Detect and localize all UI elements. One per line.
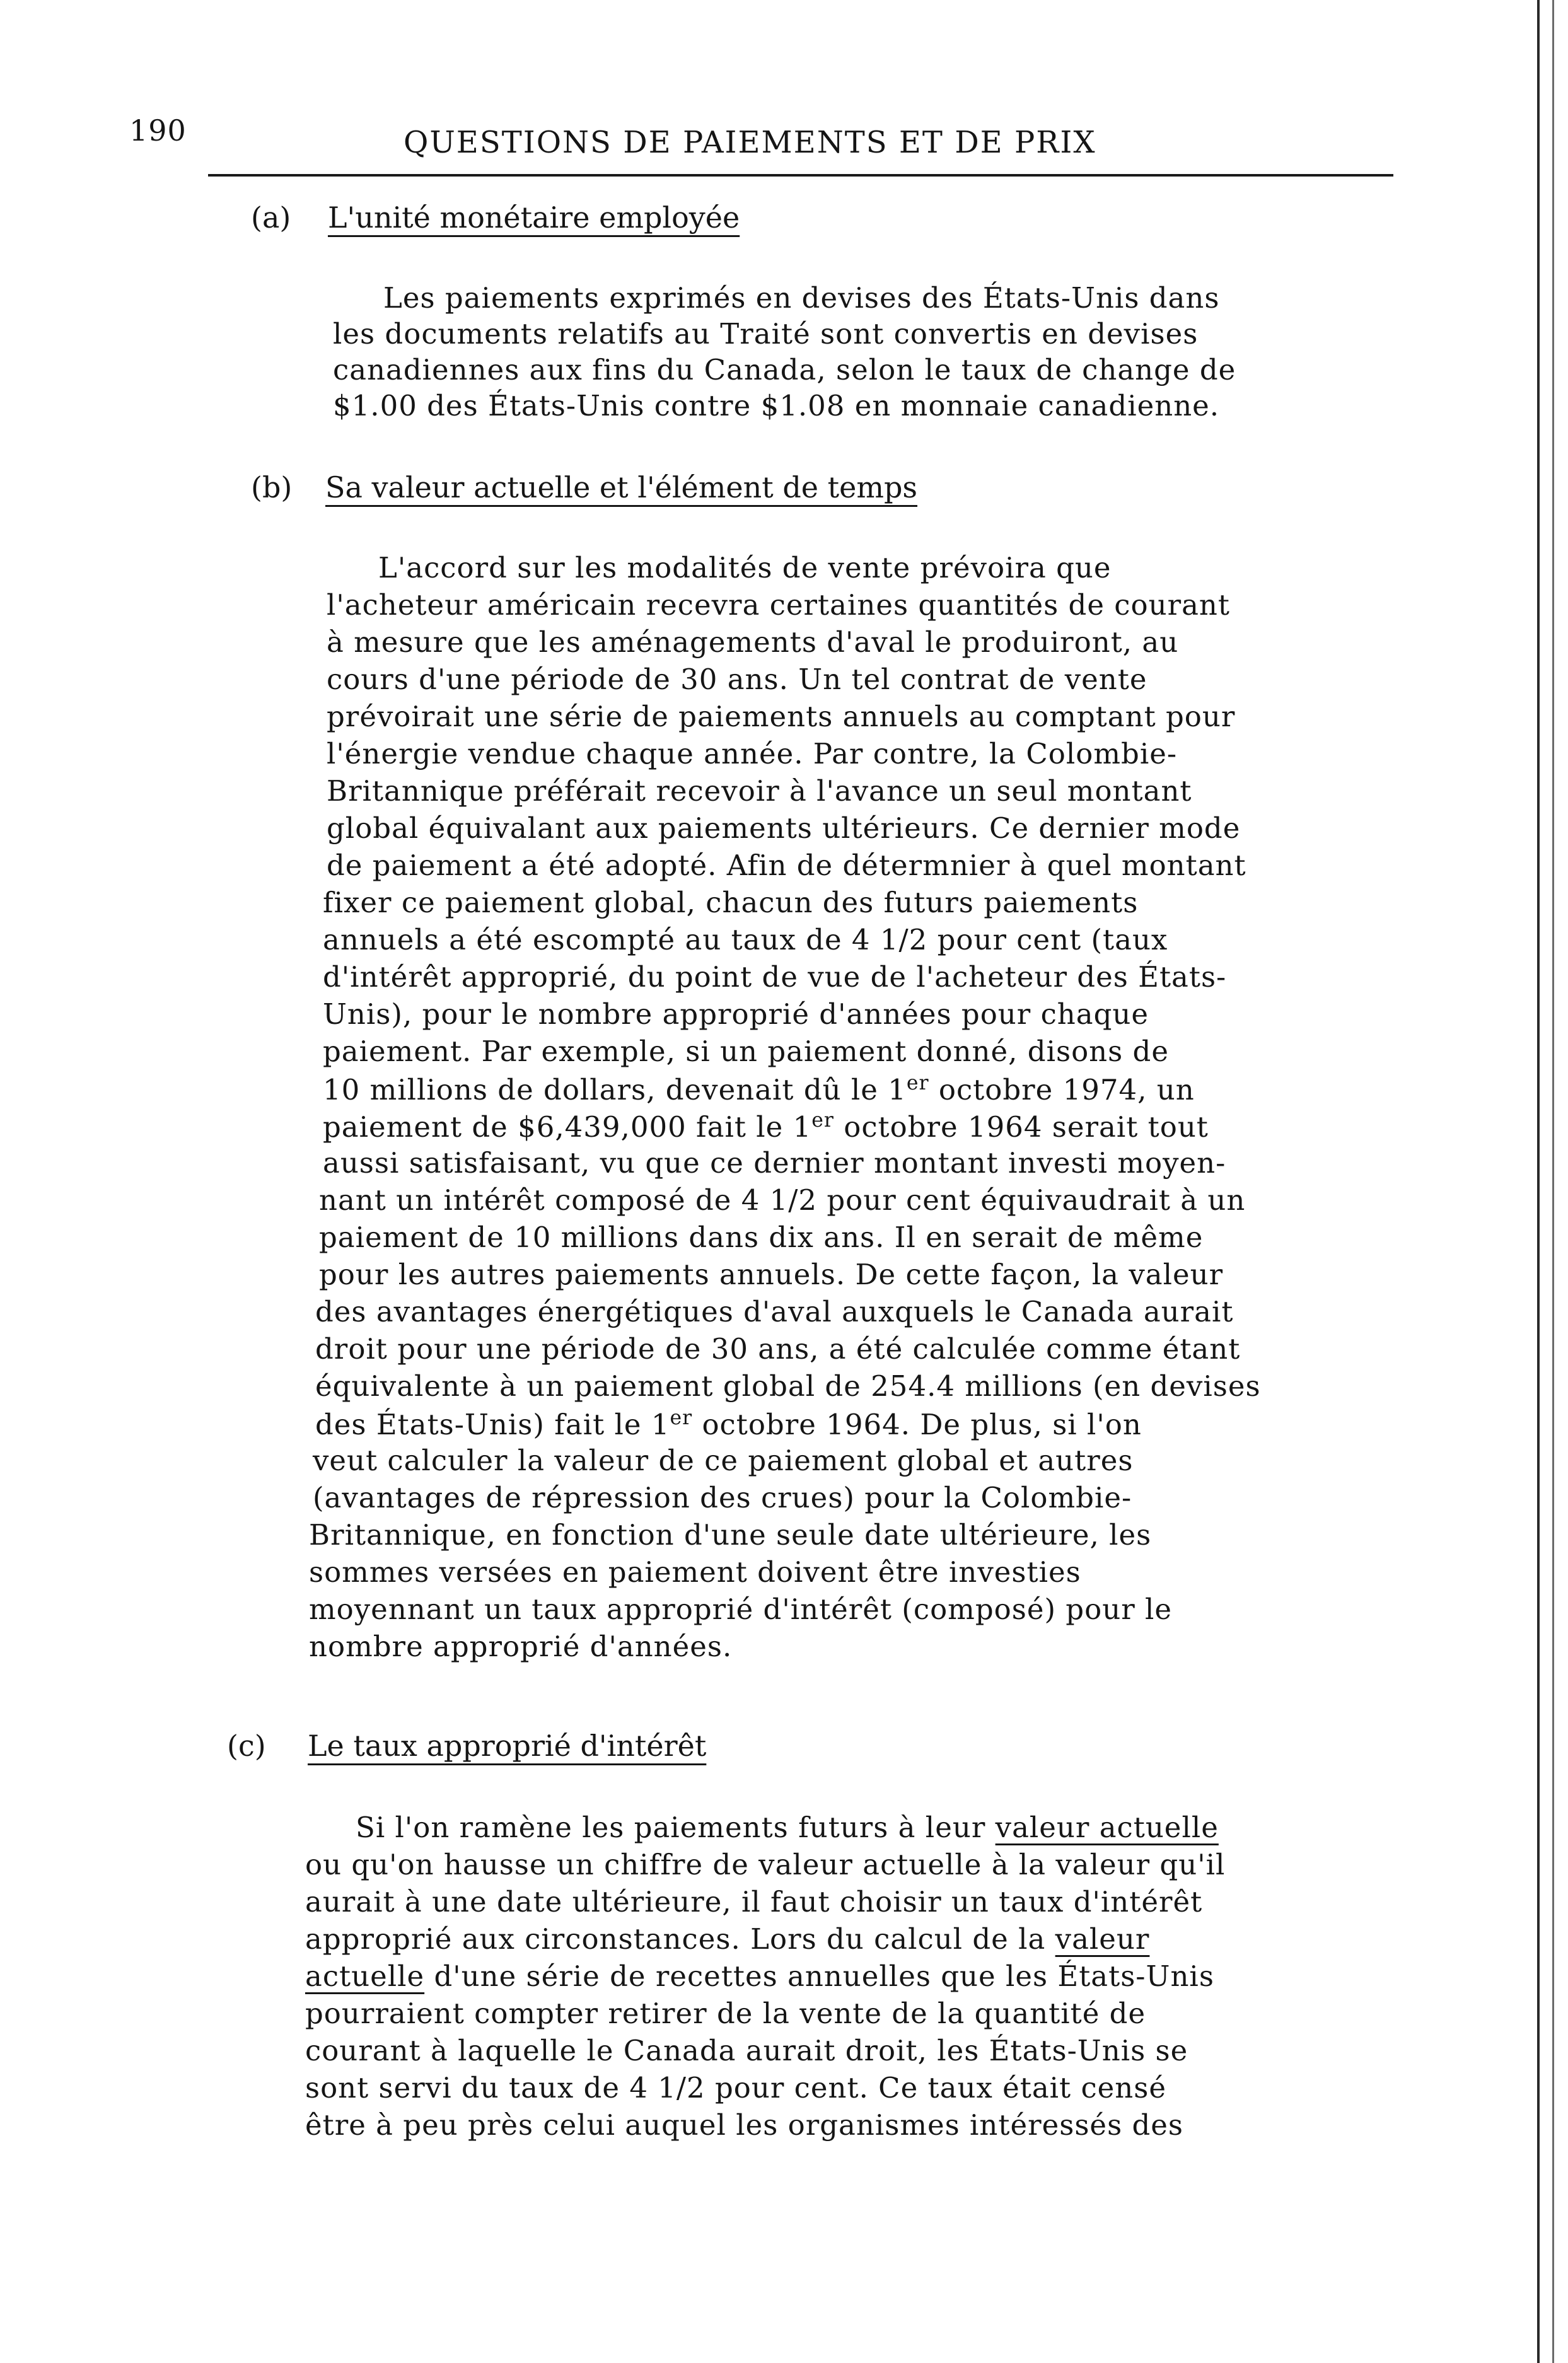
running-title: QUESTIONS DE PAIEMENTS ET DE PRIX [404,125,1096,160]
text-line: droit pour une période de 30 ans, a été calculée comme étant [315,1332,1241,1366]
section-c-letter: (c) [227,1729,266,1763]
text-line: 10 millions de dollars, devenait dû le 1er octobre 1974, un [323,1072,1195,1106]
text-line: actuelle d'une série de recettes annuelles que les États-Unis [305,1959,1214,1993]
text-line: prévoirait une série de paiements annuels au comptant pour [327,700,1236,733]
binding-edge [1537,0,1540,2363]
text-line: annuels a été escompté au taux de 4 1/2 pour cent (taux [323,923,1168,956]
text-line: aurait à une date ultérieure, il faut choisir un taux d'intérêt [305,1885,1203,1919]
text-line: approprié aux circonstances. Lors du calcul de la valeur [305,1922,1150,1956]
text-line: l'acheteur américain recevra certaines quantités de courant [327,588,1230,622]
text-line: ou qu'on hausse un chiffre de valeur actuelle à la valeur qu'il [305,1848,1226,1881]
section-a-letter: (a) [251,200,291,235]
text-line: l'énergie vendue chaque année. Par contre, la Colombie- [327,737,1178,770]
page-number: 190 [129,113,187,148]
text-line: équivalente à un paiement global de 254.4 millions (en devises [315,1369,1261,1403]
text-line: paiement. Par exemple, si un paiement donné, disons de [323,1035,1169,1068]
text-line: Britannique, en fonction d'une seule date ultérieure, les [309,1518,1152,1552]
text-line: des avantages énergétiques d'aval auxquels le Canada aurait [315,1295,1234,1328]
text-line: sommes versées en paiement doivent être investies [309,1555,1081,1589]
text-line: être à peu près celui auquel les organismes intéressés des [305,2108,1183,2142]
text-line: paiement de $6,439,000 fait le 1er octobre 1964 serait tout [323,1109,1209,1144]
text-line: Britannique préférait recevoir à l'avance un seul montant [327,774,1192,808]
text-line: veut calculer la valeur de ce paiement global et autres [313,1444,1134,1477]
text-line: L'accord sur les modalités de vente prévoira que [378,551,1112,584]
text-line: canadiennes aux fins du Canada, selon le taux de change de [333,353,1236,386]
section-b-letter: (b) [251,470,293,504]
text-line: (avantages de répression des crues) pour la Colombie- [313,1481,1132,1514]
text-line: sont servi du taux de 4 1/2 pour cent. Ce taux était censé [305,2071,1166,2105]
text-line: d'intérêt approprié, du point de vue de l'acheteur des États- [323,960,1227,994]
text-line: les documents relatifs au Traité sont convertis en devises [333,317,1199,351]
binding-edge-shadow [1552,0,1554,2363]
text-line: de paiement a été adopté. Afin de détermnier à quel montant [327,849,1246,882]
text-line: fixer ce paiement global, chacun des futurs paiements [323,886,1139,919]
text-line: Unis), pour le nombre approprié d'années pour chaque [323,997,1149,1031]
text-line: nant un intérêt composé de 4 1/2 pour cent équivaudrait à un [319,1183,1246,1217]
section-b-heading: Sa valeur actuelle et l'élément de temps [325,470,918,504]
text-line: cours d'une période de 30 ans. Un tel contrat de vente [327,663,1147,696]
section-c-heading: Le taux approprié d'intérêt [308,1729,707,1763]
text-line: Si l'on ramène les paiements futurs à leur valeur actuelle [356,1811,1219,1844]
text-line: $1.00 des États-Unis contre $1.08 en monnaie canadienne. [333,389,1220,422]
text-line: nombre approprié d'années. [309,1630,733,1663]
text-line: moyennant un taux approprié d'intérêt (composé) pour le [309,1593,1173,1626]
text-line: aussi satisfaisant, vu que ce dernier montant investi moyen- [323,1146,1226,1180]
text-line: pour les autres paiements annuels. De cette façon, la valeur [319,1258,1224,1291]
header-rule [208,174,1393,177]
text-line: des États-Unis) fait le 1er octobre 1964. De plus, si l'on [315,1407,1142,1441]
text-line: courant à laquelle le Canada aurait droit, les États-Unis se [305,2034,1188,2067]
text-line: Les paiements exprimés en devises des États-Unis dans [383,281,1220,315]
text-line: global équivalant aux paiements ultérieurs. Ce dernier mode [327,811,1241,845]
text-line: à mesure que les aménagements d'aval le produiront, au [327,625,1179,659]
text-line: paiement de 10 millions dans dix ans. Il en serait de même [319,1221,1204,1254]
text-line: pourraient compter retirer de la vente de la quantité de [305,1997,1146,2030]
section-a-heading: L'unité monétaire employée [328,200,740,235]
